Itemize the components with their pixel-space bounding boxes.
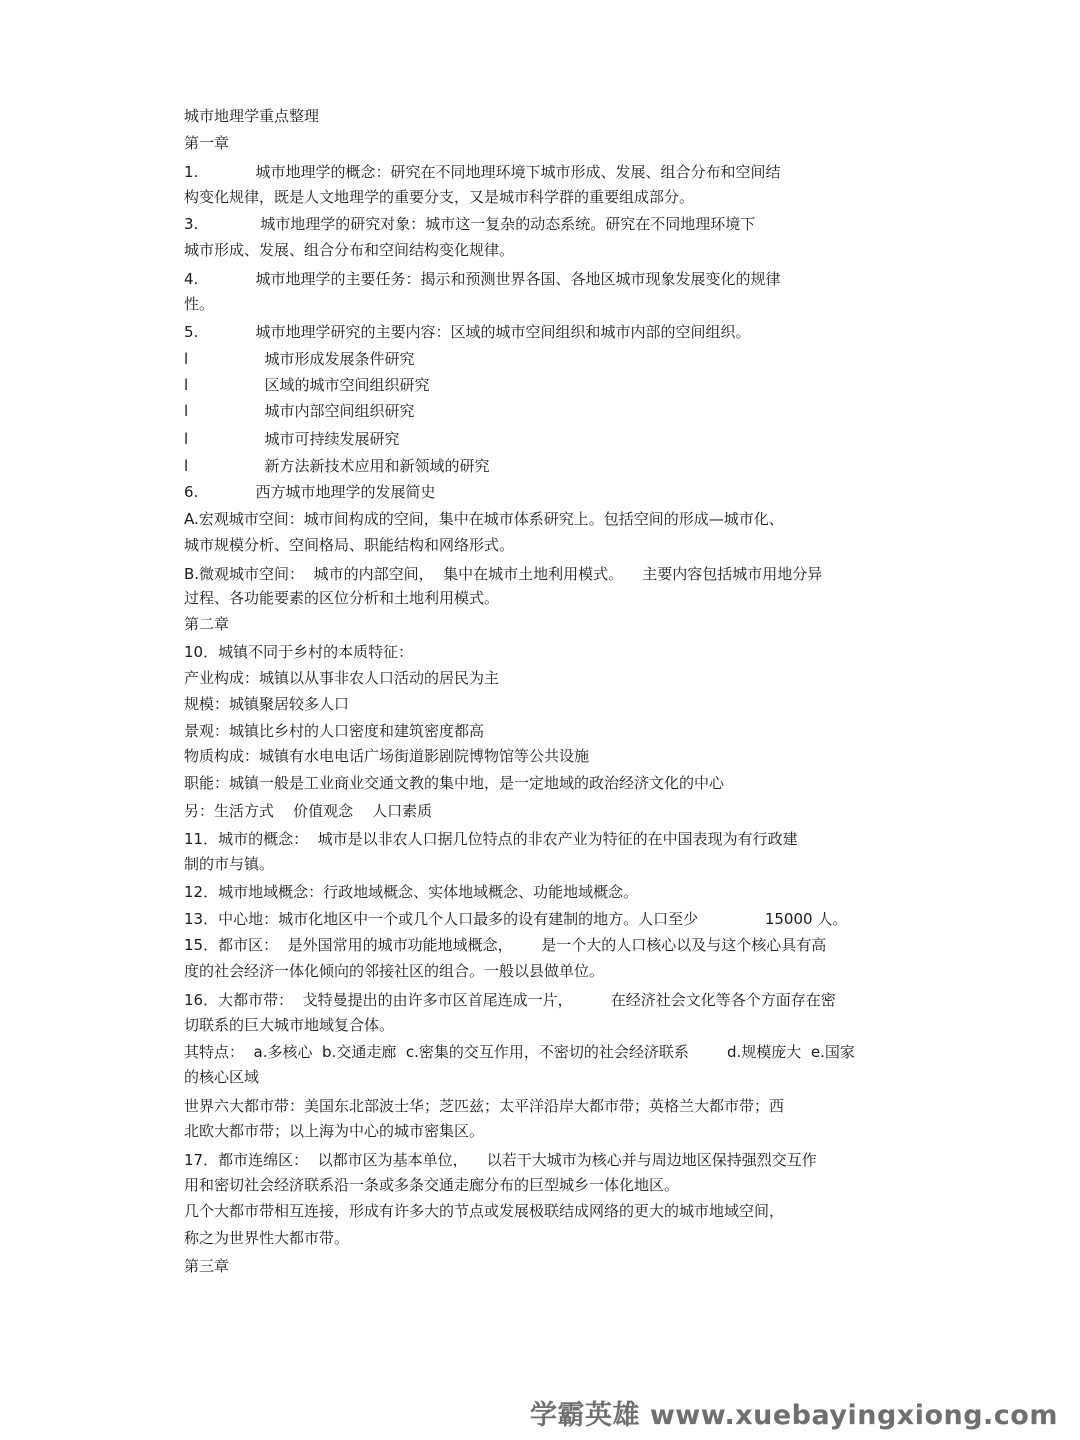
text-line: 几个大都市带相互连接，形成有许多大的节点或发展极联结成网络的更大的城市地域空间， bbox=[184, 1202, 785, 1220]
text-line: 用和密切社会经济联系沿一条或多条交通走廊分布的巨型城乡一体化地区。 bbox=[184, 1176, 680, 1194]
text-line: 构变化规律，既是人文地理学的重要分支，又是城市科学群的重要组成部分。 bbox=[184, 188, 695, 206]
text-line: B.微观城市空间： 城市的内部空间， 集中在城市土地利用模式。 主要内容包括城市用地分异 bbox=[184, 565, 823, 583]
text-line: 5. 城市地理学研究的主要内容：区域的城市空间组织和城市内部的空间组织。 bbox=[184, 323, 751, 341]
bullet-item: l 新方法新技术应用和新领域的研究 bbox=[184, 457, 490, 475]
text-line: 性。 bbox=[184, 295, 215, 313]
text-line: 17．都市连绵区： 以都市区为基本单位， 以若干大城市为核心并与周边地区保持强烈交互作 bbox=[184, 1151, 817, 1169]
bullet-item: l 城市可持续发展研究 bbox=[184, 430, 400, 448]
text-line: 世界六大都市带：美国东北部波士华；芝匹兹；太平洋沿岸大都市带；英格兰大都市带；西 bbox=[184, 1097, 785, 1115]
text-line: 1. 城市地理学的概念：研究在不同地理环境下城市形成、发展、组合分布和空间结 bbox=[184, 163, 781, 181]
text-line: 10．城镇不同于乡村的本质特征： bbox=[184, 643, 414, 661]
chapter-heading: 第二章 bbox=[184, 615, 230, 633]
text-line: 16．大都市带： 戈特曼提出的由许多市区首尾连成一片， 在经济社会文化等各个方面存在密 bbox=[184, 991, 836, 1009]
text-line: 物质构成：城镇有水电电话广场街道影剧院博物馆等公共设施 bbox=[184, 747, 590, 765]
text-line: 6. 西方城市地理学的发展简史 bbox=[184, 483, 436, 501]
text-line: 15．都市区： 是外国常用的城市功能地域概念， 是一个大的人口核心以及与这个核心具有高 bbox=[184, 936, 827, 954]
text-line: 景观：城镇比乡村的人口密度和建筑密度都高 bbox=[184, 722, 485, 740]
bullet-item: l 区域的城市空间组织研究 bbox=[184, 376, 430, 394]
text-line: 4. 城市地理学的主要任务：揭示和预测世界各国、各地区城市现象发展变化的规律 bbox=[184, 270, 781, 288]
text-line: 产业构成：城镇以从事非农人口活动的居民为主 bbox=[184, 669, 500, 687]
bullet-item: l 城市形成发展条件研究 bbox=[184, 350, 415, 368]
text-line: 规模：城镇聚居较多人口 bbox=[184, 695, 350, 713]
document-title: 城市地理学重点整理 bbox=[184, 107, 320, 125]
text-line: 13．中心地：城市化地区中一个或几个人口最多的设有建制的地方。人口至少 15000 人。 bbox=[184, 910, 848, 928]
text-line: 12．城市地域概念：行政地域概念、实体地域概念、功能地域概念。 bbox=[184, 883, 639, 901]
text-line: 城市规模分析、空间格局、职能结构和网络形式。 bbox=[184, 536, 515, 554]
text-line: 过程、各功能要素的区位分析和土地利用模式。 bbox=[184, 589, 500, 607]
text-line: 制的市与镇。 bbox=[184, 855, 275, 873]
text-line: 另：生活方式 价值观念 人口素质 bbox=[184, 802, 433, 820]
text-line: 3. 城市地理学的研究对象：城市这一复杂的动态系统。研究在不同地理环境下 bbox=[184, 215, 756, 233]
text-line: 度的社会经济一体化倾向的邻接社区的组合。一般以县做单位。 bbox=[184, 962, 605, 980]
text-line: 职能：城镇一般是工业商业交通文教的集中地，是一定地域的政治经济文化的中心 bbox=[184, 774, 725, 792]
text-line: 11．城市的概念： 城市是以非农人口据几位特点的非农产业为特征的在中国表现为有行政建 bbox=[184, 830, 798, 848]
text-line: 北欧大都市带；以上海为中心的城市密集区。 bbox=[184, 1122, 485, 1140]
text-line: A.宏观城市空间：城市间构成的空间，集中在城市体系研究上。包括空间的形成—城市化、 bbox=[184, 510, 784, 528]
text-line: 切联系的巨大城市地域复合体。 bbox=[184, 1016, 395, 1034]
chapter-heading: 第一章 bbox=[184, 134, 230, 152]
text-line: 称之为世界性大都市带。 bbox=[184, 1229, 350, 1247]
text-line: 其特点： a.多核心 b.交通走廊 c.密集的交互作用，不密切的社会经济联系 d.规模庞大 e.国家 bbox=[184, 1043, 855, 1061]
text-line: 城市形成、发展、组合分布和空间结构变化规律。 bbox=[184, 241, 515, 259]
chapter-heading: 第三章 bbox=[184, 1257, 230, 1275]
text-line: 的核心区域 bbox=[184, 1068, 260, 1086]
bullet-item: l 城市内部空间组织研究 bbox=[184, 402, 415, 420]
watermark: 学霸英雄 www.xuebayingxiong.com bbox=[529, 1400, 1058, 1431]
